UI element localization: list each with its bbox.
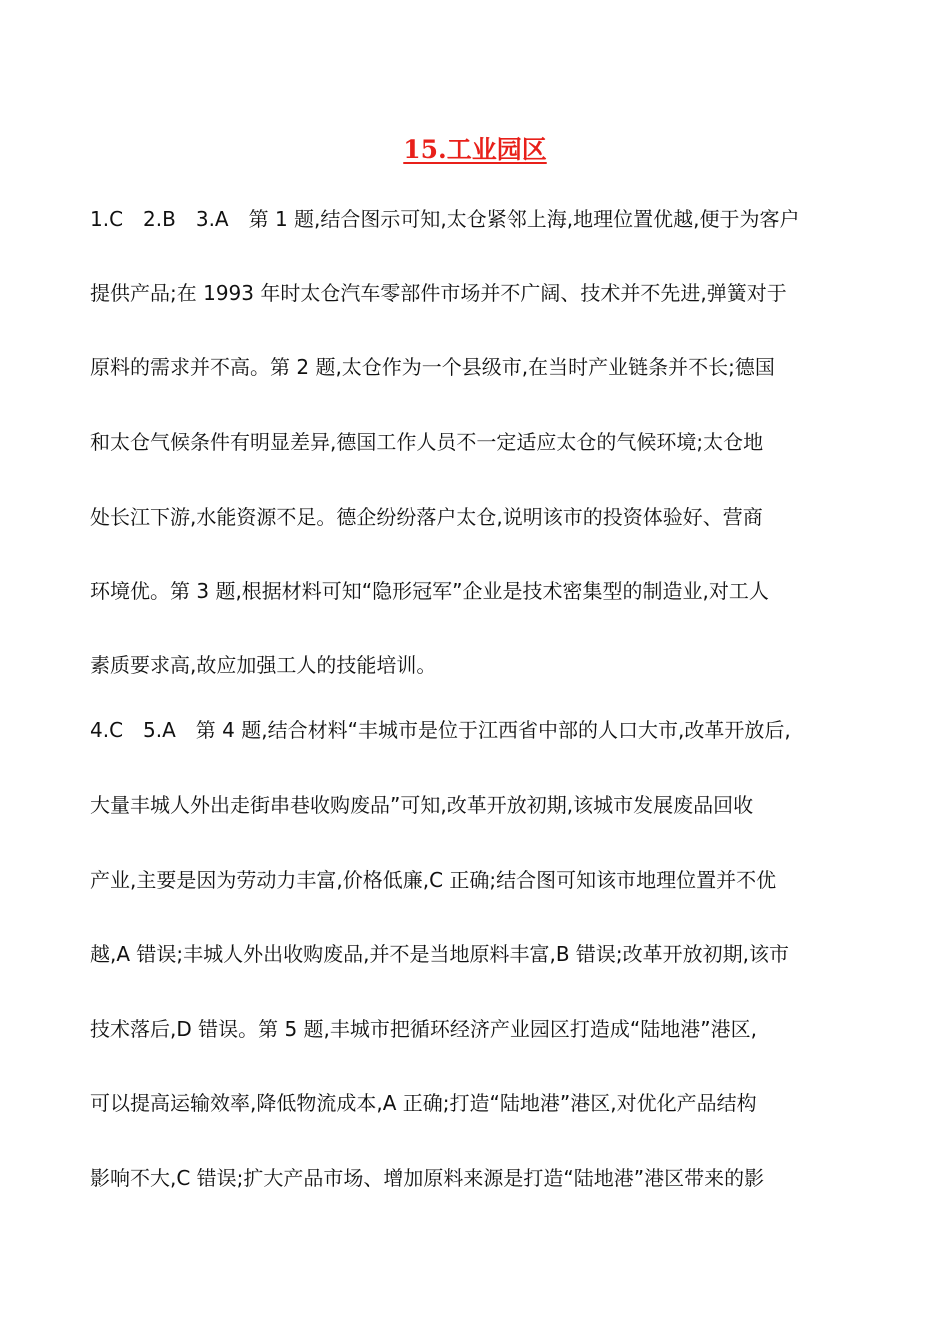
text-line-4: 和太仓气候条件有明显差异,德国工作人员不一定适应太仓的气候环境;太仓地: [90, 430, 764, 454]
text-line-5: 处长江下游,水能资源不足。德企纷纷落户太仓,说明该市的投资体验好、营商: [90, 505, 763, 529]
text-line-1: 1.C 2.B 3.A 第 1 题,结合图示可知,太仓紧邻上海,地理位置优越,便于为客户: [90, 207, 800, 231]
text-line-12: 技术落后,D 错误。第 5 题,丰城市把循环经济产业园区打造成“陆地港”港区,: [90, 1017, 757, 1041]
text-line-6: 环境优。第 3 题,根据材料可知“隐形冠军”企业是技术密集型的制造业,对工人: [90, 579, 769, 603]
page-title: [0, 133, 950, 167]
text-line-8: 4.C 5.A 第 4 题,结合材料“丰城市是位于江西省中部的人口大市,改革开放后,: [90, 718, 791, 742]
text-line-3: 原料的需求并不高。第 2 题,太仓作为一个县级市,在当时产业链条并不长;德国: [90, 355, 775, 379]
text-line-10: 产业,主要是因为劳动力丰富,价格低廉,C 正确;结合图可知该市地理位置并不优: [90, 868, 777, 892]
page-title-text: 15.工业园区: [403, 135, 547, 164]
text-line-7: 素质要求高,故应加强工人的技能培训。: [90, 653, 437, 677]
text-line-14: 影响不大,C 错误;扩大产品市场、增加原料来源是打造“陆地港”港区带来的影: [90, 1166, 765, 1190]
text-line-9: 大量丰城人外出走街串巷收购废品”可知,改革开放初期,该城市发展废品回收: [90, 793, 754, 817]
text-line-2: 提供产品;在 1993 年时太仓汽车零部件市场并不广阔、技术并不先进,弹簧对于: [90, 281, 787, 305]
text-line-13: 可以提高运输效率,降低物流成本,A 正确;打造“陆地港”港区,对优化产品结构: [90, 1091, 757, 1115]
text-line-11: 越,A 错误;丰城人外出收购废品,并不是当地原料丰富,B 错误;改革开放初期,该市: [90, 942, 790, 966]
